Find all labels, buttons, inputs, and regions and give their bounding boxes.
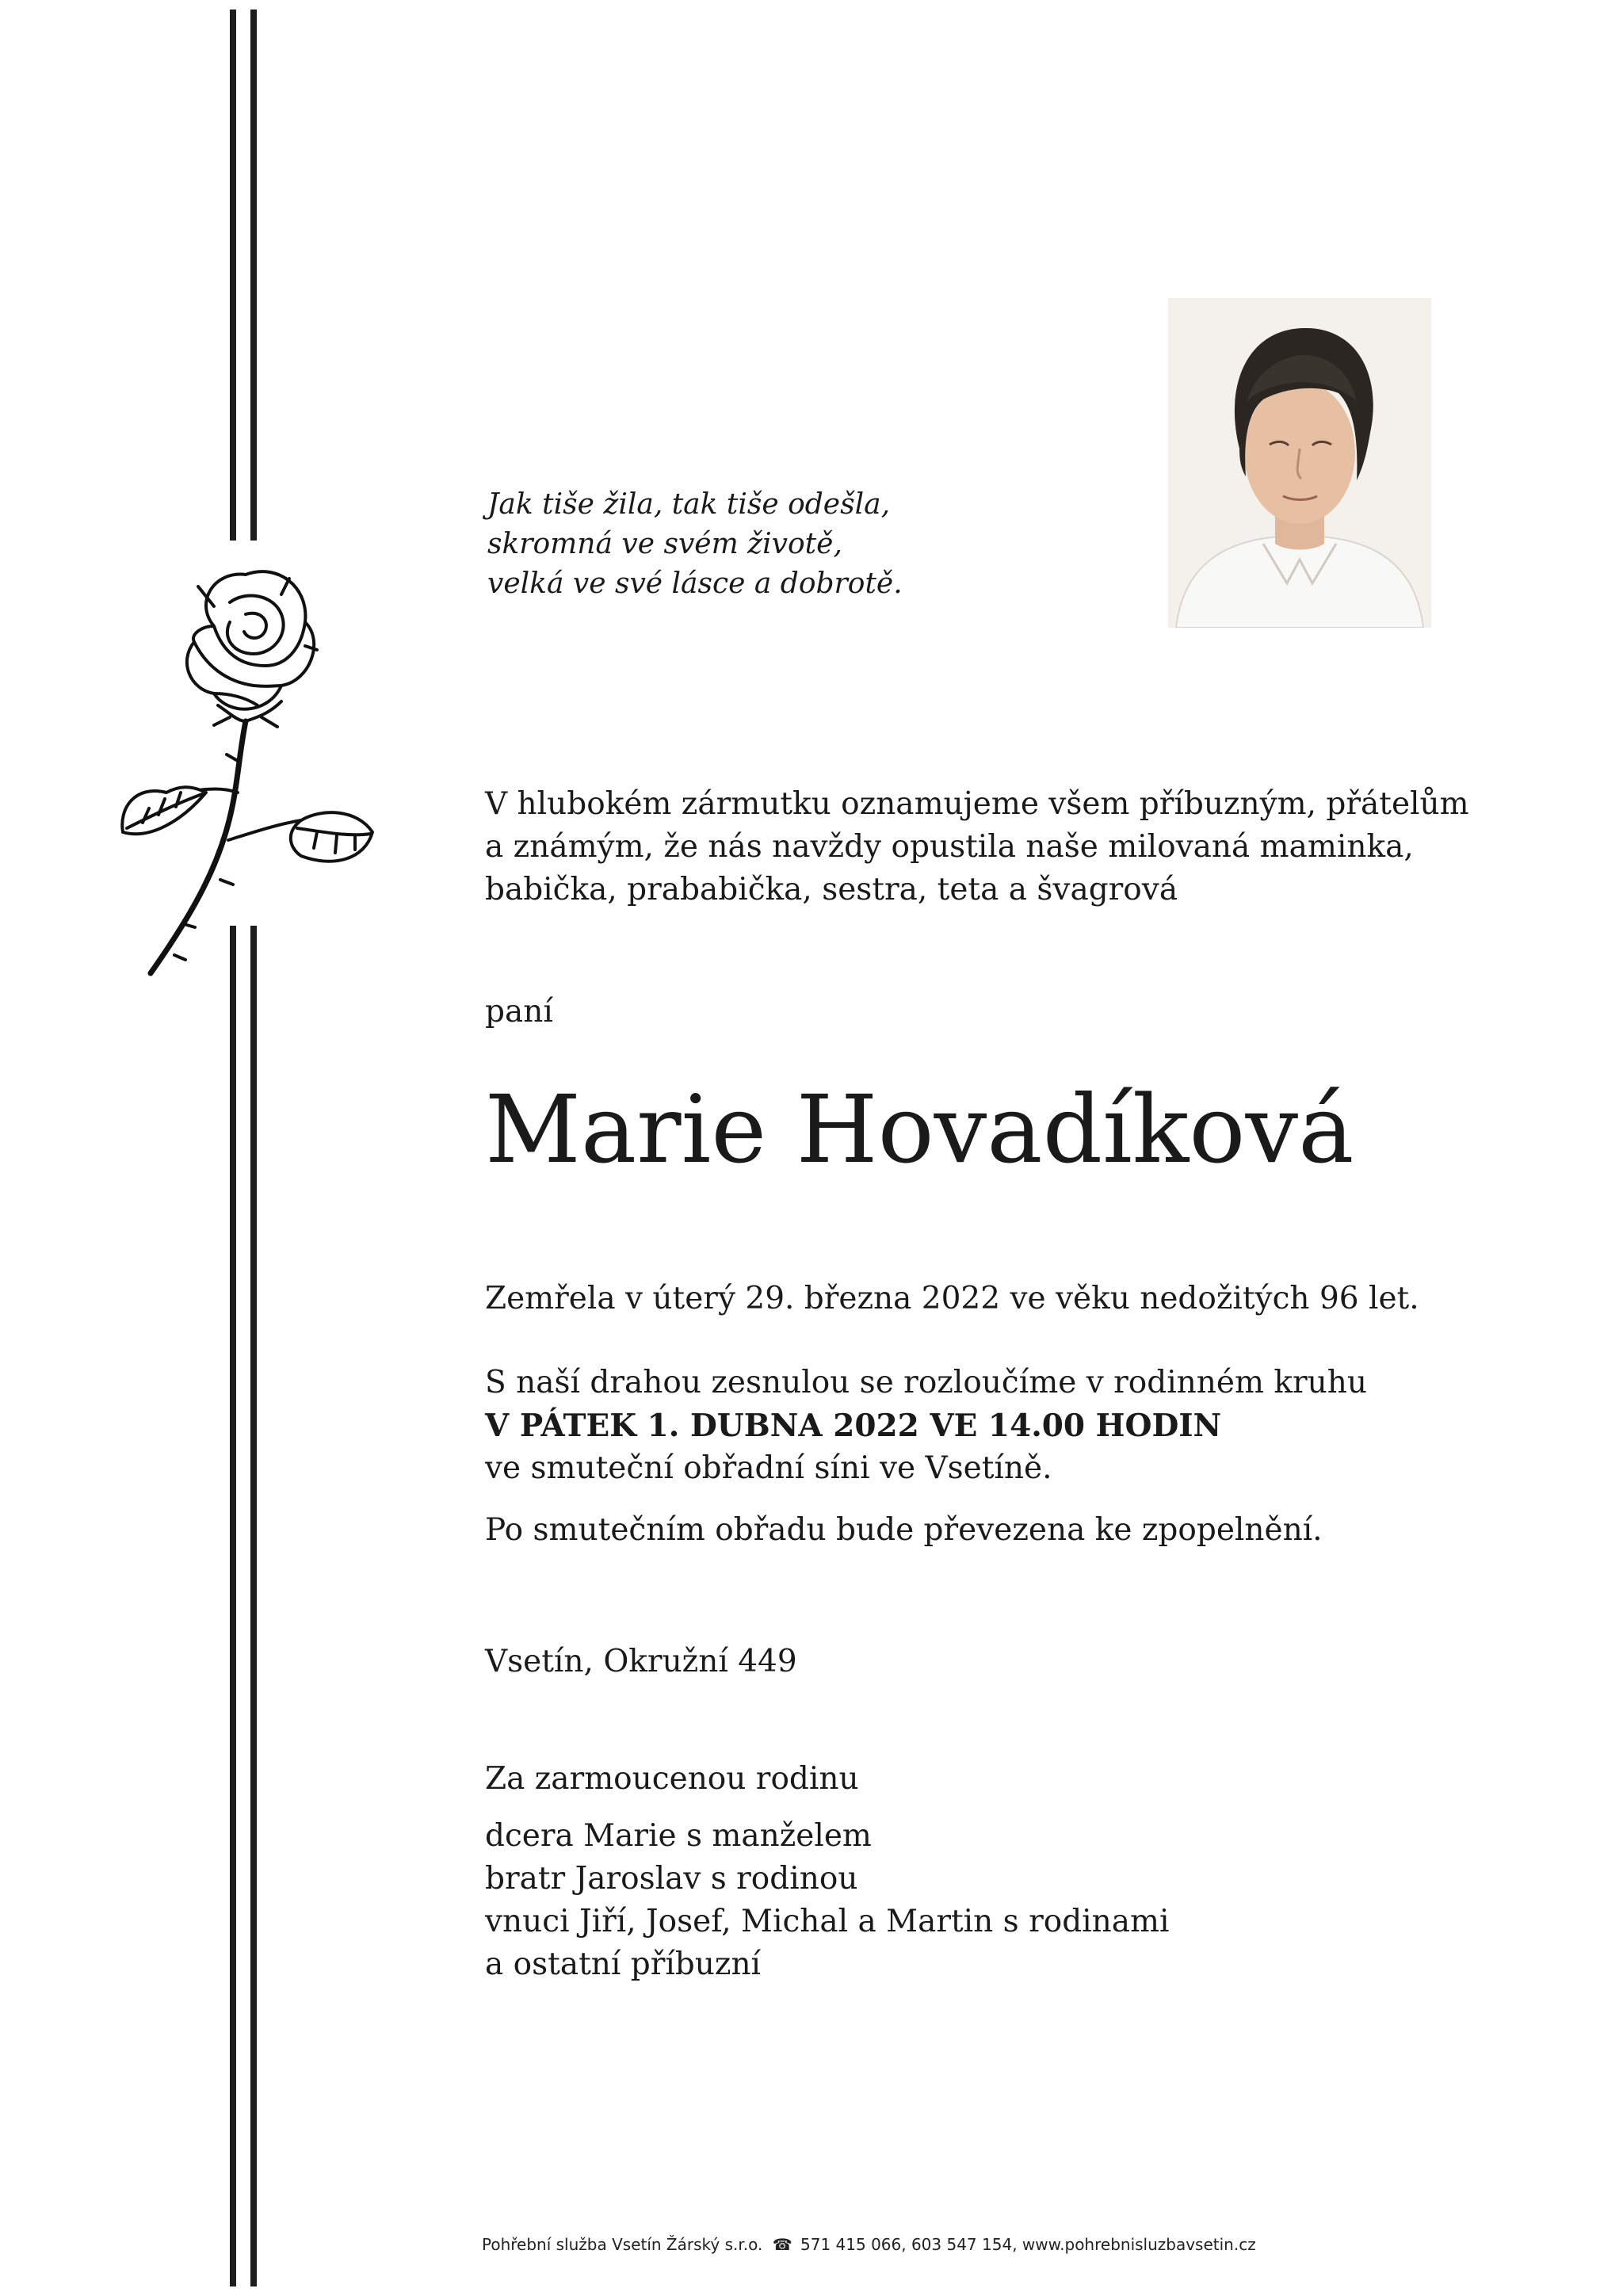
- vertical-rule-right-top: [250, 10, 257, 541]
- family-member: bratr Jaroslav s rodinou: [485, 1861, 858, 1897]
- farewell-date-time: V PÁTEK 1. DUBNA 2022 VE 14.00 HODIN: [485, 1408, 1222, 1444]
- family-member: dcera Marie s manželem: [485, 1818, 872, 1854]
- farewell-line: S naší drahou zesnulou se rozloučíme v rodinném kruhu: [485, 1365, 1368, 1400]
- telephone-icon: ☎: [772, 2235, 792, 2254]
- honorific: paní: [485, 994, 553, 1030]
- verse-line: velká ve své lásce a dobrotě.: [487, 567, 903, 600]
- verse-line: Jak tiše žila, tak tiše odešla,: [487, 488, 891, 521]
- family-member: vnuci Jiří, Josef, Michal a Martin s rodinami: [485, 1904, 1170, 1939]
- announcement-line: V hlubokém zármutku oznamujeme všem příbuzným, přátelům: [485, 786, 1469, 822]
- phone-numbers: 571 415 066, 603 547 154,: [800, 2235, 1018, 2254]
- website-link[interactable]: www.pohrebnisluzbavsetin.cz: [1022, 2235, 1256, 2254]
- farewell-place: ve smuteční obřadní síni ve Vsetíně.: [485, 1450, 1052, 1486]
- memorial-verse: [487, 485, 903, 604]
- funeral-company: Pohřební služba Vsetín Žárský s.r.o.: [482, 2235, 763, 2254]
- family-member: a ostatní příbuzní: [485, 1946, 762, 1982]
- deceased-name: Marie Hovadíková: [485, 1075, 1354, 1184]
- vertical-rule-left-bottom: [230, 926, 236, 2286]
- address: Vsetín, Okružní 449: [485, 1644, 797, 1679]
- rose-icon: [119, 555, 380, 983]
- verse-line: skromná ve svém životě,: [487, 528, 842, 560]
- announcement-line: babička, prababička, sestra, teta a švagrová: [485, 872, 1178, 907]
- family-members: [485, 1815, 1169, 1986]
- announcement-line: a známým, že nás navždy opustila naše milovaná maminka,: [485, 829, 1414, 865]
- vertical-rule-left-top: [230, 10, 236, 541]
- footer: [482, 2233, 1256, 2256]
- family-heading: Za zarmoucenou rodinu: [485, 1761, 859, 1797]
- farewell-info: [485, 1362, 1367, 1490]
- death-notice: Zemřela v úterý 29. března 2022 ve věku nedožitých 96 let.: [485, 1281, 1419, 1316]
- announcement: [485, 783, 1469, 911]
- vertical-rule-right-bottom: [250, 926, 257, 2286]
- cremation-note: Po smutečním obřadu bude převezena ke zpopelnění.: [485, 1512, 1323, 1548]
- portrait-photo: [1168, 298, 1431, 628]
